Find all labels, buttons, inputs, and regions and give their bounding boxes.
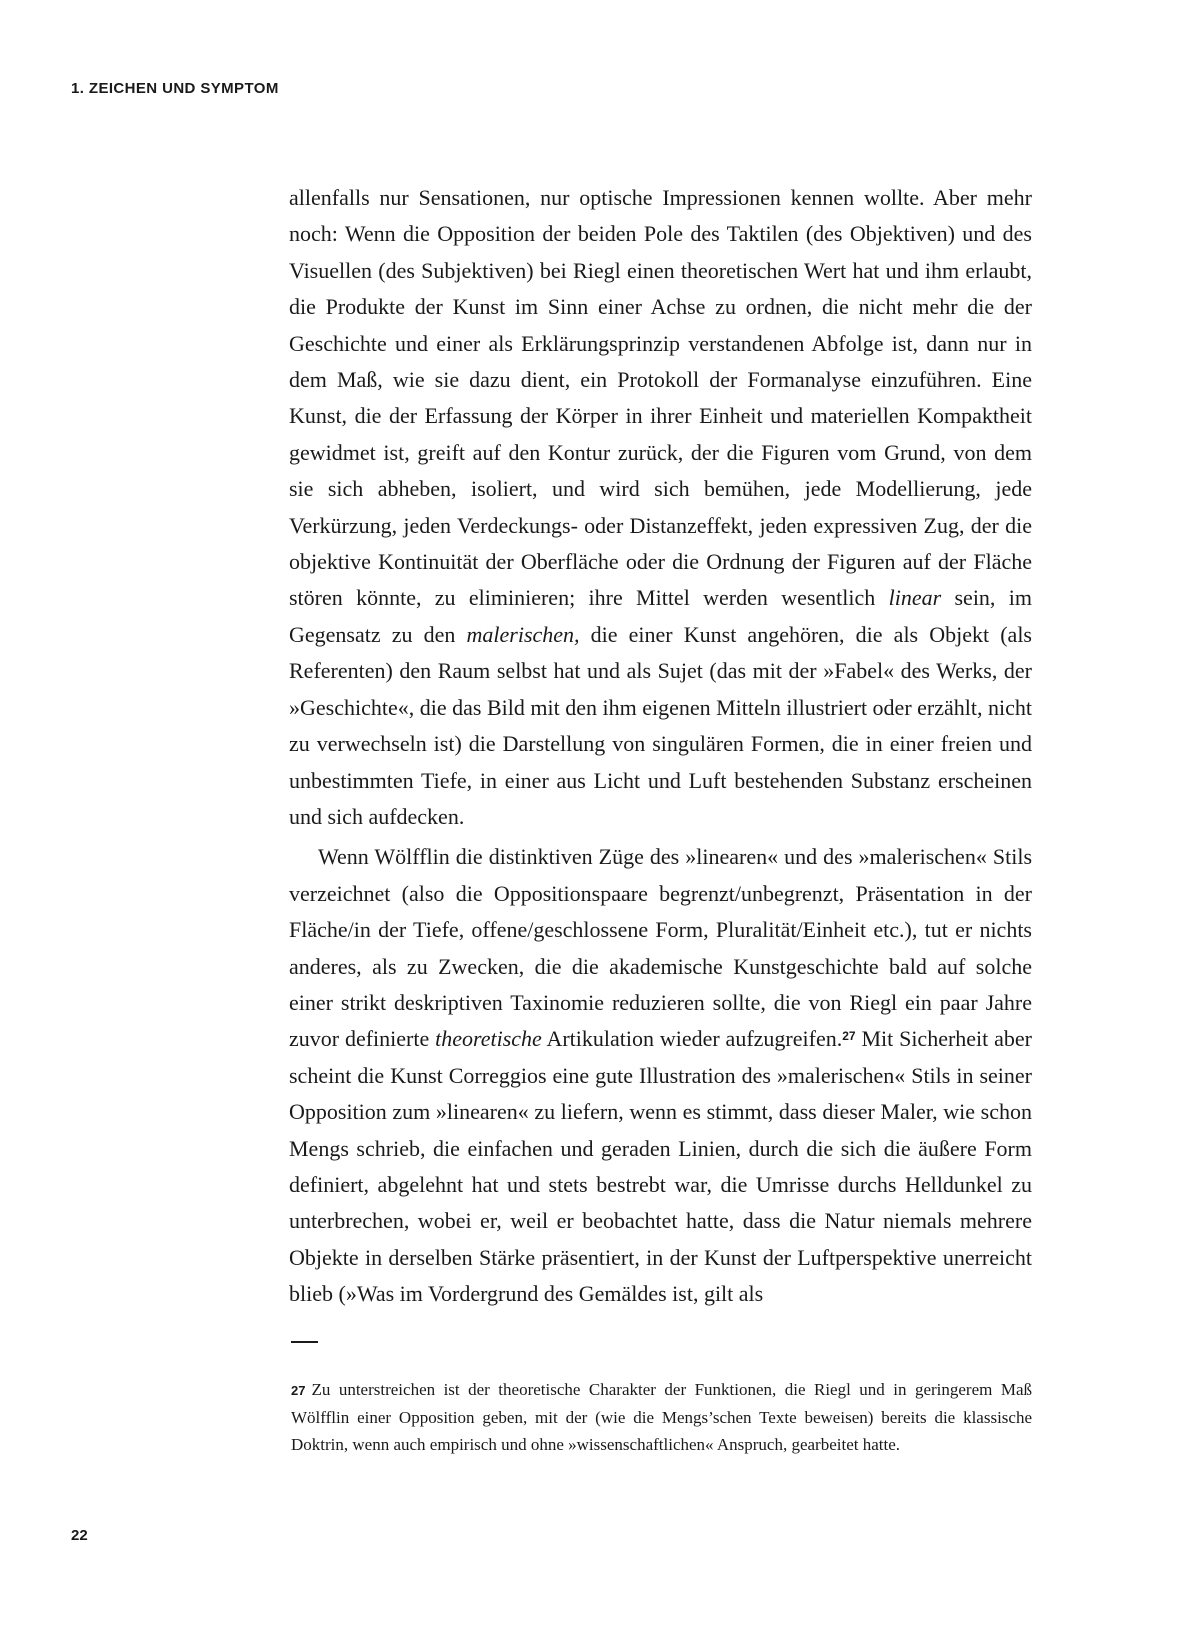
- running-head: 1. ZEICHEN UND SYMPTOM: [71, 80, 279, 97]
- paragraph: [289, 839, 1032, 1312]
- footnote-reference[interactable]: 27: [842, 1029, 856, 1044]
- footnote-divider: [291, 1341, 318, 1343]
- text-run: Mit Sicherheit aber scheint die Kunst Correggios eine gute Illustration des »malerischen« Stils in seiner Opposition zum »linearen« zu liefern, wenn es stimmt, dass dieser Maler, wie schon Mengs schrieb, die einfachen und geraden Linien, durch die sich die äußere Form definiert, abgelehnt hat und stets bestrebt war, die Umrisse durchs Helldunkel zu unterbrechen, wobei er, weil er beobachtet hatte, dass die Natur niemals mehrere Objekte in derselben Stärke präsentiert, in der Kunst der Luftperspektive unerreicht blieb (»Was im Vordergrund des Gemäldes ist, gilt als: [289, 1026, 1032, 1307]
- text-run: allenfalls nur Sensationen, nur optische Impressionen kennen wollte. Aber mehr noch: Wenn die Opposition der beiden Pole des Taktilen (des Objektiven) und des Visuellen (des Subjektiven) bei Riegl einen theoretischen Wert hat und ihm erlaubt, die Produkte der Kunst im Sinn einer Achse zu ordnen, die nicht mehr die der Geschichte und einer als Erklärungsprinzip verstandenen Abfolge ist, dann nur in dem Maß, wie sie dazu dient, ein Protokoll der Formanalyse einzuführen. Eine Kunst, die der Erfassung der Körper in ihrer Einheit und materiellen Kompaktheit gewidmet ist, greift auf den Kontur zurück, der die Figuren vom Grund, von dem sie sich abheben, isoliert, und wird sich bemühen, jede Modellierung, jede Verkürzung, jeden Verdeckungs- oder Distanzeffekt, jeden expressiven Zug, der die objektive Kontinuität der Oberfläche oder die Ordnung der Figuren auf der Fläche stören könnte, zu eliminieren; ihre Mittel werden wesentlich: [289, 185, 1032, 611]
- footnote: [291, 1376, 1032, 1458]
- main-text: [289, 180, 1032, 1313]
- footnote-number: 27: [291, 1383, 306, 1398]
- paragraph: [289, 180, 1032, 835]
- italic-term: theoretische: [435, 1026, 542, 1052]
- text-run: die einer Kunst angehören, die als Objekt (als Referenten) den Raum selbst hat und als Sujet (das mit der »Fabel« des Werks, der »Geschichte«, die das Bild mit den ihm eigenen Mitteln illustriert oder erzählt, nicht zu verwechseln ist) die Darstellung von singulären Formen, die in einer freien und unbestimmten Tiefe, in einer aus Licht und Luft bestehenden Substanz erscheinen und sich aufdecken.: [289, 621, 1032, 829]
- text-run: sein, im Gegensatz zu den: [289, 585, 1032, 647]
- page-number: 22: [71, 1527, 88, 1544]
- italic-term: malerischen,: [466, 621, 580, 647]
- text-run: Wenn Wölfflin die distinktiven Züge des »linearen« und des »malerischen« Stils verzeichnet (also die Oppositionspaare begrenzt/unbegrenzt, Präsentation in der Fläche/in der Tiefe, offene/geschlossene Form, Pluralität/Einheit etc.), tut er nichts anderes, als zu Zwecken, die die akademische Kunstgeschichte bald auf solche einer strikt deskriptiven Taxinomie reduzieren sollte, die von Riegl ein paar Jahre zuvor definierte: [289, 844, 1032, 1052]
- italic-term: linear: [888, 585, 942, 611]
- text-run: Artikulation wieder aufzugreifen.: [541, 1026, 843, 1052]
- footnote-text: Zu unterstreichen ist der theoretische Charakter der Funktionen, die Riegl und in geringerem Maß Wölfflin einer Opposition geben, mit der (wie die Mengs’schen Texte beweisen) bereits die klassische Doktrin, wenn auch empirisch und ohne »wissenschaftlichen« Anspruch, gearbeitet hatte.: [291, 1380, 1032, 1454]
- footnotes: [291, 1376, 1032, 1458]
